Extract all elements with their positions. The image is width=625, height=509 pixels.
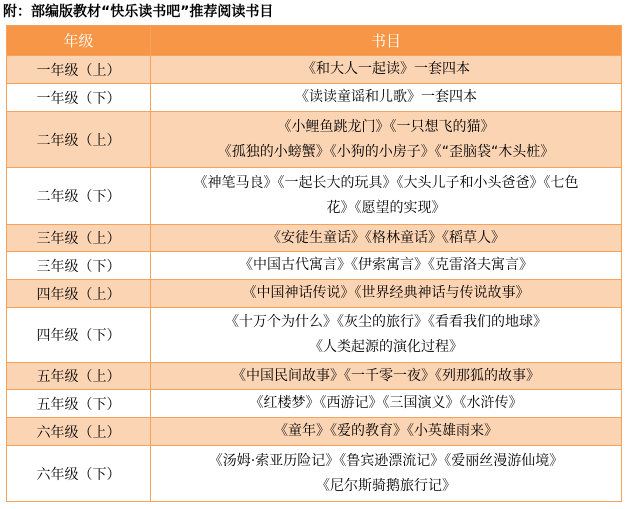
- table-row: [7, 252, 622, 280]
- book-line: 《中国古代寓言》《伊索寓言》《克雷洛夫寓言》: [239, 257, 533, 273]
- books-cell: [151, 112, 622, 168]
- grade-cell: 四年级（上）: [7, 280, 151, 308]
- book-line: 《安徒生童话》《格林童话》《稻草人》: [267, 229, 505, 246]
- book-line: 《小鲤鱼跳龙门》《一只想飞的猫》: [277, 118, 495, 135]
- reading-list-table: [6, 25, 622, 502]
- books-cell: [151, 225, 622, 252]
- page-title: 附：部编版教材“快乐读书吧”推荐阅读书目: [3, 4, 274, 20]
- book-line: 花》《愿望的实现》: [326, 200, 446, 216]
- grade-cell: 二年级（上）: [7, 112, 151, 168]
- book-line: 《十万个为什么》《灰尘的旅行》《看看我们的地球》: [225, 314, 547, 330]
- grade-cell: 三年级（上）: [7, 225, 151, 252]
- books-cell: [151, 252, 622, 280]
- table-header-row: [7, 26, 622, 56]
- book-line: 《读读童谣和儿歌》一套四本: [295, 89, 477, 105]
- book-line: 《人类起源的演化过程》: [309, 339, 463, 355]
- book-line: 《和大人一起读》一套四本: [302, 61, 470, 77]
- book-line: 《童年》《爱的教育》《小英雄雨来》: [274, 423, 498, 439]
- books-cell: [151, 308, 622, 363]
- header-grade: 年级: [7, 26, 151, 56]
- books-cell: [151, 363, 622, 390]
- grade-cell: 三年级（下）: [7, 252, 151, 280]
- book-line: 《中国民间故事》《一千零一夜》《列那狐的故事》: [232, 367, 540, 384]
- grade-cell: 四年级（下）: [7, 308, 151, 363]
- book-line: 《中国神话传说》《世界经典神话与传说故事》: [242, 285, 530, 301]
- books-cell: [151, 280, 622, 308]
- table-row: [7, 225, 622, 252]
- grade-cell: 二年级（下）: [7, 168, 151, 225]
- book-line: 《孤独的小螃蟹》《小狗的小房子》《“歪脑袋“木头桩》: [217, 143, 555, 160]
- books-cell: [151, 84, 622, 112]
- grade-cell: 五年级（上）: [7, 363, 151, 390]
- book-line: 《尼尔斯骑鹅旅行记》: [316, 477, 456, 494]
- grade-cell: 一年级（上）: [7, 56, 151, 84]
- book-line: 《红楼梦》《西游记》《三国演义》《水浒传》: [249, 395, 523, 411]
- grade-cell: 五年级（下）: [7, 390, 151, 418]
- book-line: 《神笔马良》《一起长大的玩具》《大头儿子和小头爸爸》《七色: [193, 175, 579, 191]
- grade-cell: 六年级（上）: [7, 418, 151, 446]
- table-row: [7, 56, 622, 84]
- book-line: 《汤姆·索亚历险记》《鲁宾逊漂流记》《爱丽丝漫游仙境》: [208, 452, 564, 469]
- table-row: [7, 168, 622, 225]
- books-cell: [151, 446, 622, 502]
- table-row: [7, 446, 622, 502]
- table-row: [7, 112, 622, 168]
- books-cell: [151, 168, 622, 225]
- grade-cell: 一年级（下）: [7, 84, 151, 112]
- table-row: [7, 308, 622, 363]
- table-row: [7, 418, 622, 446]
- table-row: [7, 363, 622, 390]
- books-cell: [151, 390, 622, 418]
- table-row: [7, 84, 622, 112]
- header-books: 书目: [151, 26, 622, 56]
- grade-cell: 六年级（下）: [7, 446, 151, 502]
- table-row: [7, 280, 622, 308]
- table-row: [7, 390, 622, 418]
- books-cell: [151, 56, 622, 84]
- books-cell: [151, 418, 622, 446]
